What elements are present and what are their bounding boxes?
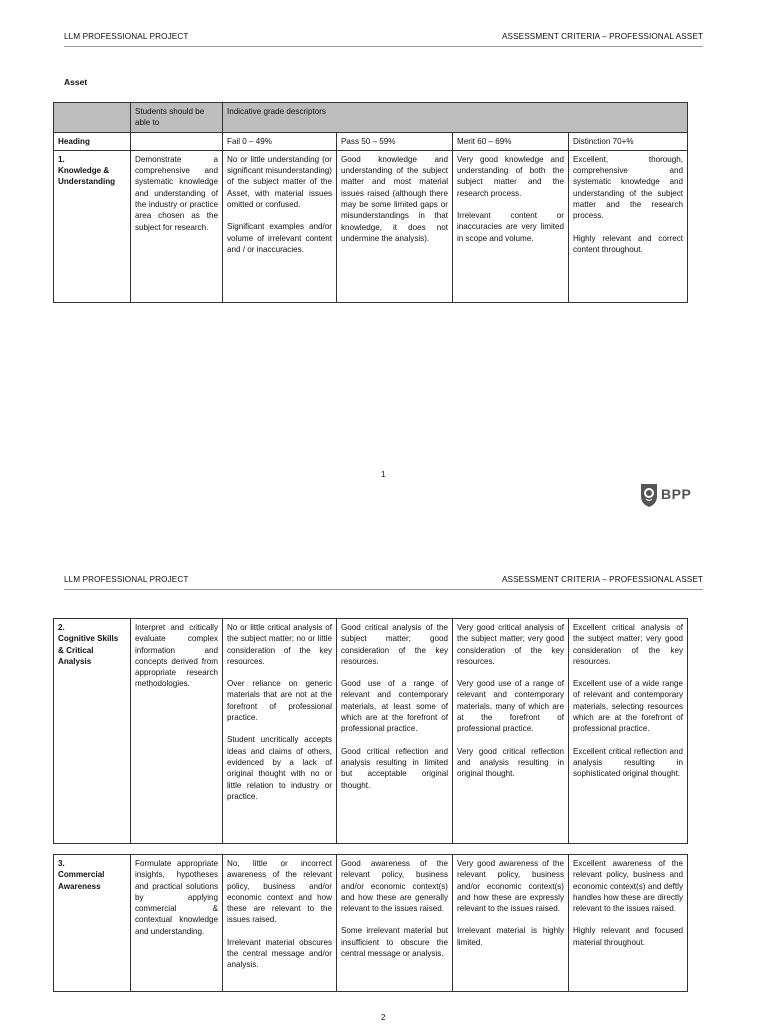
fail-header: Fail 0 – 49% bbox=[223, 132, 337, 150]
distinction-cell bbox=[569, 150, 688, 302]
row-heading bbox=[54, 150, 131, 302]
page2-header bbox=[64, 573, 703, 590]
distinction-text: Excellent awareness of the relevant policy, business and economic context(s) and deftly handles how these are directly relevant to the issues raised. bbox=[573, 859, 683, 914]
header-left: LLM PROFESSIONAL PROJECT bbox=[64, 575, 189, 584]
pass-header: Pass 50 – 59% bbox=[337, 132, 453, 150]
row-heading bbox=[54, 619, 131, 844]
fail-text: No or little understanding (or significant misunderstanding) of the subject matter of the Asset, with material issues omitted or confused. bbox=[227, 154, 332, 210]
header-right: ASSESSMENT CRITERIA – PROFESSIONAL ASSET bbox=[501, 575, 703, 584]
merit-text: Irrelevant material is highly limited. bbox=[457, 926, 564, 947]
rubric-row-2 bbox=[54, 619, 688, 844]
fail-text: No or little critical analysis of the subject matter; no or little consideration of the key resources. bbox=[227, 623, 332, 666]
page-number: 2 bbox=[381, 1013, 386, 1022]
rubric-row-3 bbox=[54, 855, 688, 992]
bpp-logo bbox=[639, 480, 703, 512]
distinction-cell bbox=[569, 619, 688, 844]
merit-text: Very good critical analysis of the subject matter; very good consideration of the key resources. bbox=[457, 623, 564, 666]
students-cell: Demonstrate a comprehensive and systematic knowledge and understanding of the industry or practice area chosen as the subject for research. bbox=[131, 150, 223, 302]
distinction-text: Excellent use of a wide range of relevant and contemporary materials, selecting resources which are at the forefront of professional practice. bbox=[573, 679, 683, 734]
heading-label: Heading bbox=[54, 132, 131, 150]
distinction-text: Excellent, thorough, comprehensive and systematic knowledge and understanding of the subject matter and the research process. bbox=[573, 154, 684, 221]
pass-text: Good critical reflection and analysis resulting in limited but acceptable original thought. bbox=[341, 746, 448, 790]
lion-shield-icon bbox=[639, 482, 659, 508]
rubric-row-1 bbox=[54, 150, 688, 302]
merit-cell bbox=[453, 150, 569, 302]
fail-text: Irrelevant material obscures the central message and/or analysis. bbox=[227, 937, 332, 970]
merit-text: Very good knowledge and understanding of both the subject matter and the research process. bbox=[457, 154, 564, 198]
rubric-table-3 bbox=[53, 854, 688, 992]
row-title: Commercial Awareness bbox=[58, 870, 105, 891]
pass-text: Good use of a range of relevant and contemporary materials, at least some of which are at the forefront of professional practice. bbox=[341, 679, 448, 734]
row-number: 2. bbox=[58, 623, 65, 632]
students-cell: Formulate appropriate insights, hypotheses and practical solutions by applying commercial & contextual knowledge and understanding. bbox=[131, 855, 223, 992]
fail-cell bbox=[223, 619, 337, 844]
distinction-text: Highly relevant and focused material throughout. bbox=[573, 926, 683, 947]
rubric-table-2 bbox=[53, 618, 688, 844]
pass-cell bbox=[337, 619, 453, 844]
pass-text: Good critical analysis of the subject matter; good consideration of the key resources. bbox=[341, 623, 448, 666]
students-header: Students should be able to bbox=[131, 103, 223, 133]
header-left: LLM PROFESSIONAL PROJECT bbox=[64, 32, 189, 41]
logo-text: BPP bbox=[661, 486, 692, 502]
corner-cell bbox=[54, 103, 131, 133]
distinction-header: Distinction 70+% bbox=[569, 132, 688, 150]
pass-text: Good awareness of the relevant policy, business and/or economic context(s) and how these are generally relevant to the issues raised. bbox=[341, 859, 448, 914]
page-number: 1 bbox=[381, 470, 386, 479]
rubric-table-1 bbox=[53, 102, 688, 303]
page1-header bbox=[64, 30, 703, 47]
distinction-cell bbox=[569, 855, 688, 992]
fail-text: Over reliance on generic materials that are not at the forefront of professional practice. bbox=[227, 679, 332, 723]
merit-header: Merit 60 – 69% bbox=[453, 132, 569, 150]
distinction-text: Highly relevant and correct content throughout. bbox=[573, 233, 684, 254]
fail-text: Significant examples and/or volume of irrelevant content and / or inaccuracies. bbox=[227, 222, 332, 254]
distinction-text: Excellent critical analysis of the subject matter; very good consideration of the key resources. bbox=[573, 623, 683, 666]
pass-cell bbox=[337, 855, 453, 992]
merit-cell bbox=[453, 855, 569, 992]
students-subheader bbox=[131, 132, 223, 150]
row-title: Cognitive Skills & Critical Analysis bbox=[58, 634, 119, 666]
merit-text: Very good awareness of the relevant policy, business and/or economic context(s) and how these are expressly relevant to the issues raised. bbox=[457, 859, 564, 914]
pass-text: Some irrelevant material but insufficient to obscure the central message or analysis. bbox=[341, 926, 448, 959]
merit-text: Very good critical reflection and analysis resulting in original thought. bbox=[457, 746, 564, 779]
merit-text: Irrelevant content or inaccuracies are very limited in scope and volume. bbox=[457, 211, 564, 243]
distinction-text: Excellent critical reflection and analysis resulting in sophisticated original thought. bbox=[573, 746, 683, 779]
row-number: 1. bbox=[58, 154, 65, 164]
asset-label: Asset bbox=[64, 77, 88, 87]
pass-cell bbox=[337, 150, 453, 302]
fail-text: No, little or incorrect awareness of the relevant policy, business and/or economic context and how these are relevant to the issues raised. bbox=[227, 859, 332, 925]
indicative-header: Indicative grade descriptors bbox=[223, 103, 688, 133]
row-title: Knowledge & Understanding bbox=[58, 166, 116, 187]
row-number: 3. bbox=[58, 859, 65, 868]
students-cell: Interpret and critically evaluate complex information and concepts derived from appropriate research methodologies. bbox=[131, 619, 223, 844]
merit-text: Very good use of a range of relevant and contemporary materials, many of which are at the forefront of professional practice. bbox=[457, 679, 564, 734]
header-right: ASSESSMENT CRITERIA – PROFESSIONAL ASSET bbox=[501, 32, 703, 41]
fail-text: Student uncritically accepts ideas and claims of others, evidenced by a lack of original thought with no or little relation to industry or practice. bbox=[227, 735, 332, 801]
fail-cell bbox=[223, 150, 337, 302]
merit-cell bbox=[453, 619, 569, 844]
pass-text: Good knowledge and understanding of the subject matter and most material issues raised (although there may be some limited gaps or misunderstandings in that knowledge, it does not undermine the analysis). bbox=[341, 154, 448, 243]
row-heading bbox=[54, 855, 131, 992]
fail-cell bbox=[223, 855, 337, 992]
